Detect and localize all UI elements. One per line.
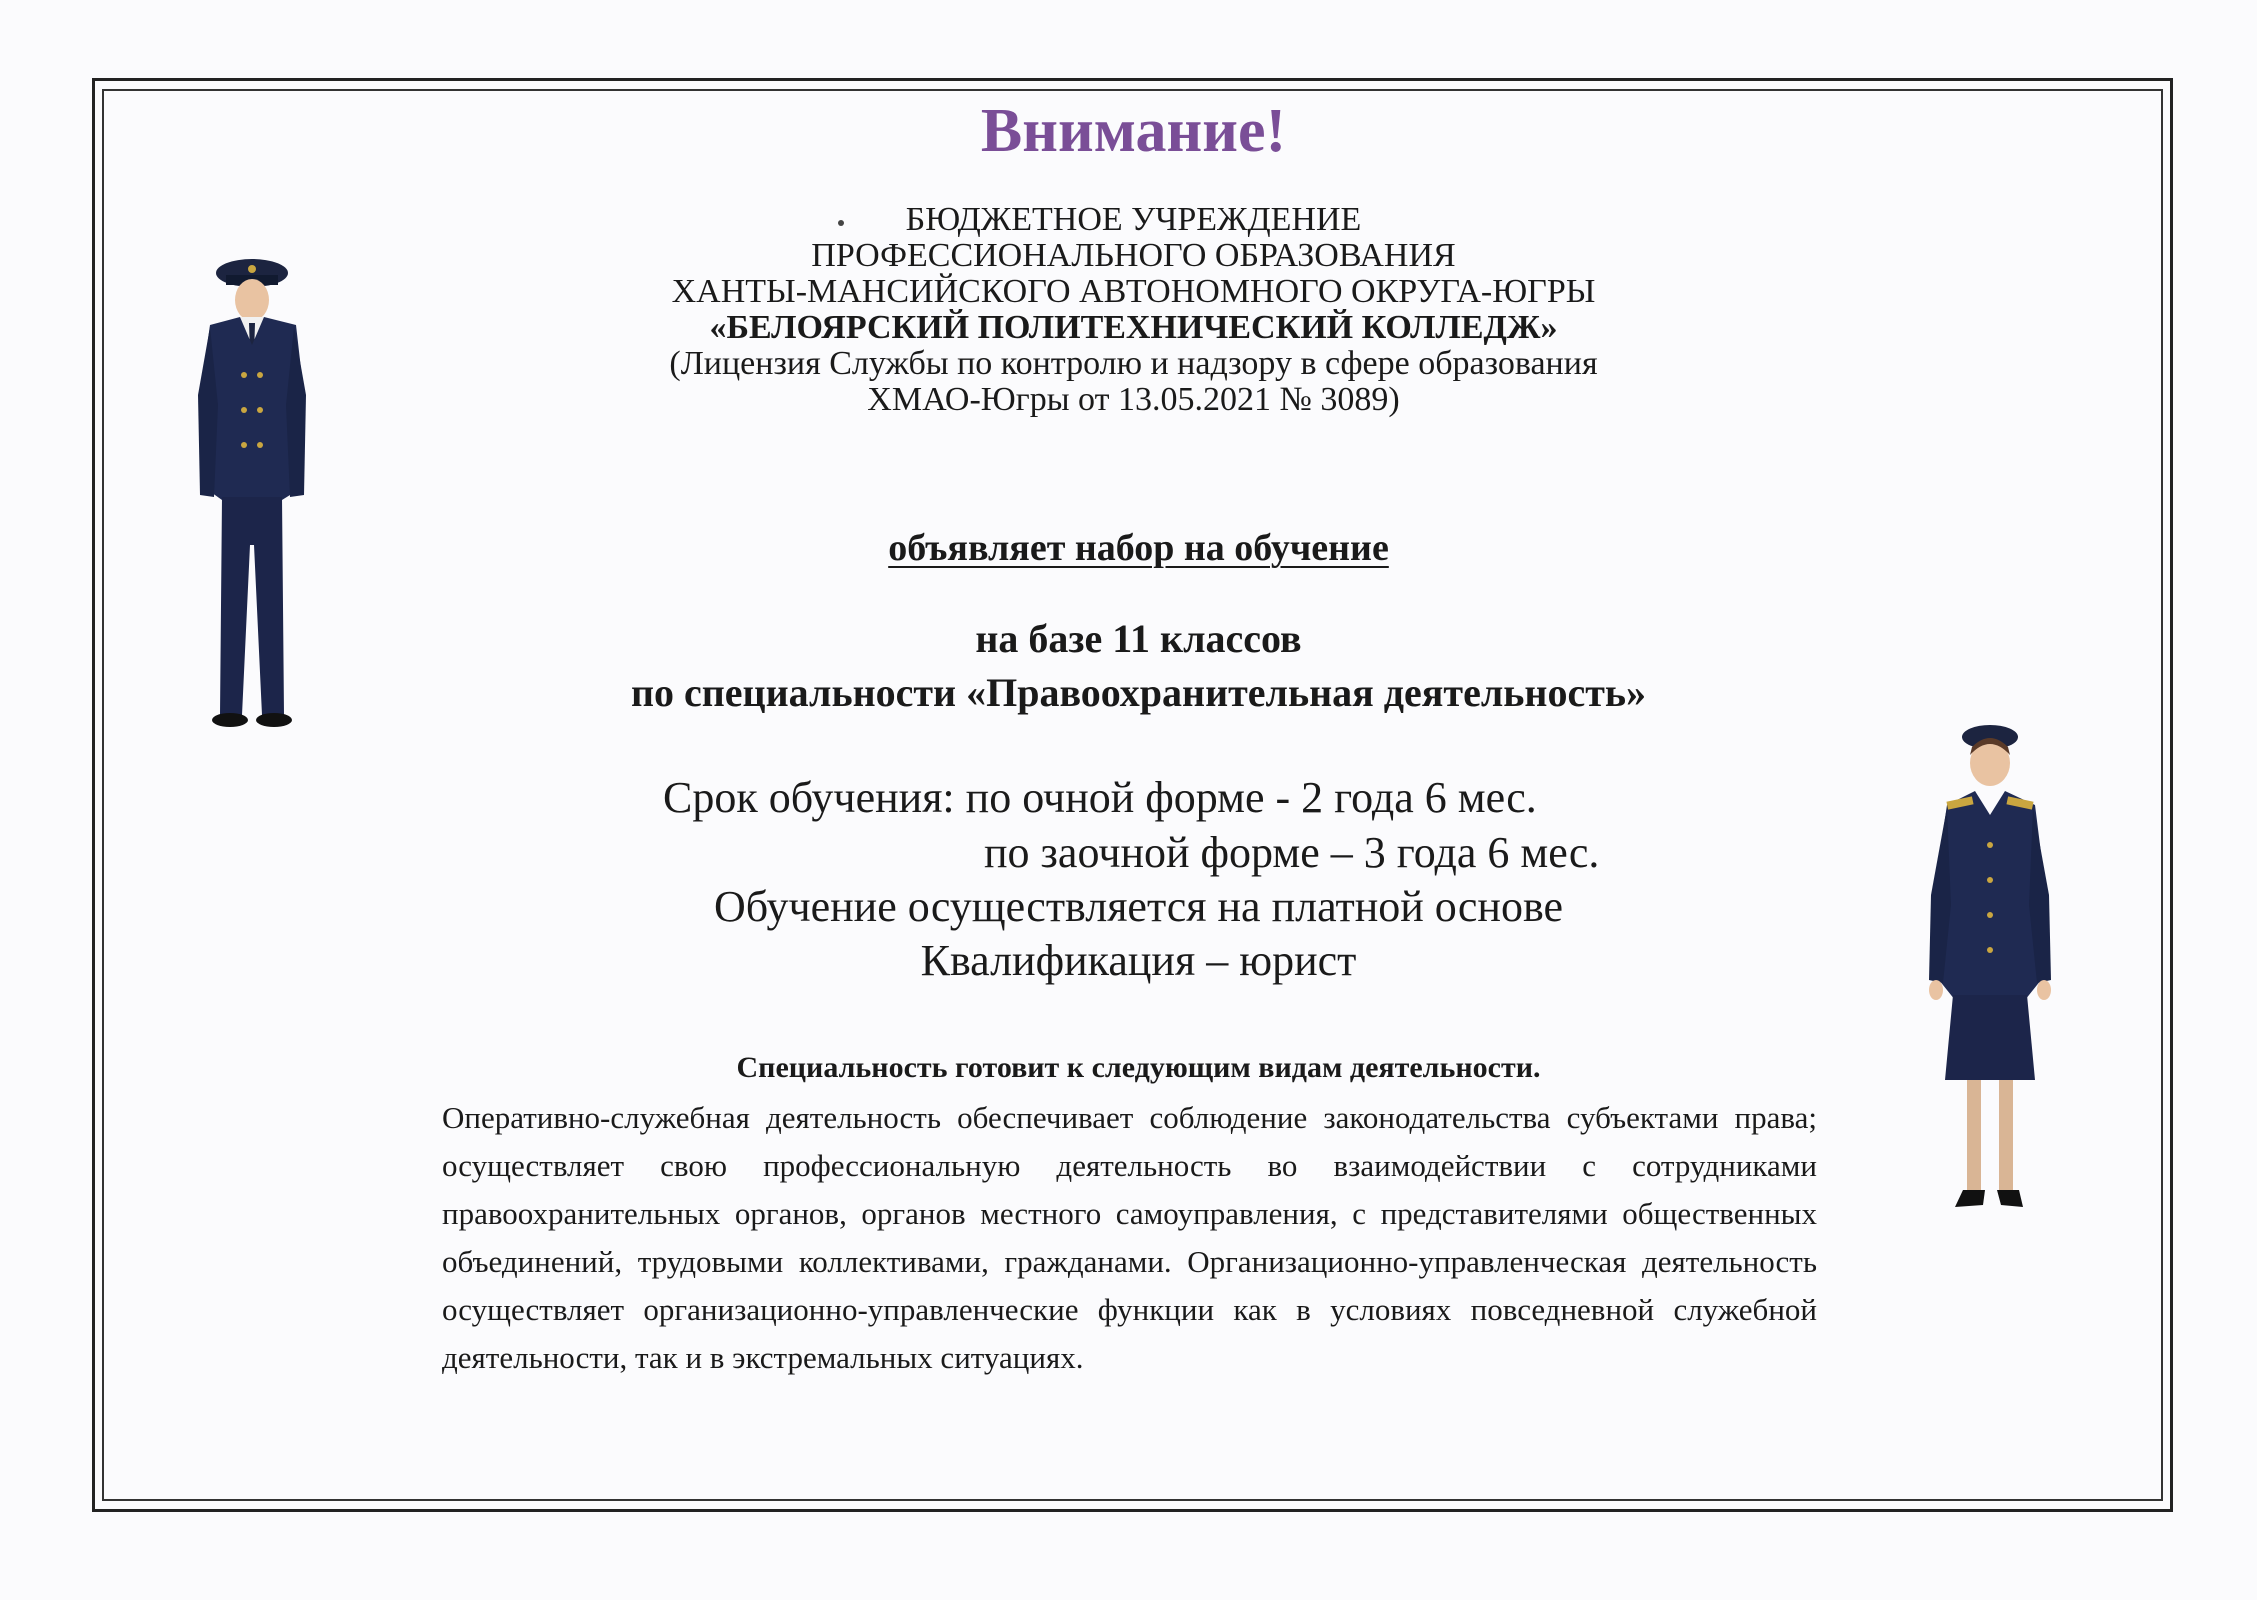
org-line-1: БЮДЖЕТНОЕ УЧРЕЖДЕНИЕ bbox=[905, 201, 1362, 238]
attention-title: Внимание! bbox=[980, 97, 1287, 165]
specialty-description: Оперативно-служебная деятельность обеспечивает соблюдение законодательства субъектами права; осуществляет свою профессиональную деятельность во взаимодействии с сотрудниками правоохранительных органов, органов местного самоуправления, с представителями общественных объединений, трудовыми коллективами, гражданами. Организационно-управленческая деятельность осуществляет организационно-управленческие функции как в условиях повседневной служебной деятельности, так и в экстремальных ситуациях. bbox=[442, 1100, 1817, 1375]
college-name: «БЕЛОЯРСКИЙ ПОЛИТЕХНИЧЕСКИЙ КОЛЛЕДЖ» bbox=[709, 309, 1558, 346]
qualification: Квалификация – юрист bbox=[920, 936, 1357, 985]
license-line-2: ХМАО-Югры от 13.05.2021 № 3089) bbox=[867, 381, 1400, 418]
female-officer-icon bbox=[1905, 715, 2080, 1230]
org-line-2: ПРОФЕССИОНАЛЬНОГО ОБРАЗОВАНИЯ bbox=[811, 237, 1456, 274]
male-officer-icon bbox=[170, 245, 340, 740]
org-line-3: ХАНТЫ-МАНСИЙСКОГО АВТОНОМНОГО ОКРУГА-ЮГРЫ bbox=[671, 273, 1596, 310]
license-line-1: (Лицензия Службы по контролю и надзору в сфере образования bbox=[669, 345, 1598, 382]
basis-line-2: по специальности «Правоохранительная деятельность» bbox=[630, 670, 1647, 715]
enrollment-announcement: объявляет набор на обучение bbox=[888, 527, 1389, 569]
term-fulltime: Срок обучения: по очной форме - 2 года 6 мес. bbox=[663, 773, 1537, 822]
term-parttime: по заочной форме – 3 года 6 мес. bbox=[984, 828, 1600, 877]
specialty-heading: Специальность готовит к следующим видам деятельности. bbox=[736, 1051, 1541, 1084]
basis-line-1: на базе 11 классов bbox=[975, 616, 1302, 661]
payment-basis: Обучение осуществляется на платной основе bbox=[713, 882, 1564, 931]
